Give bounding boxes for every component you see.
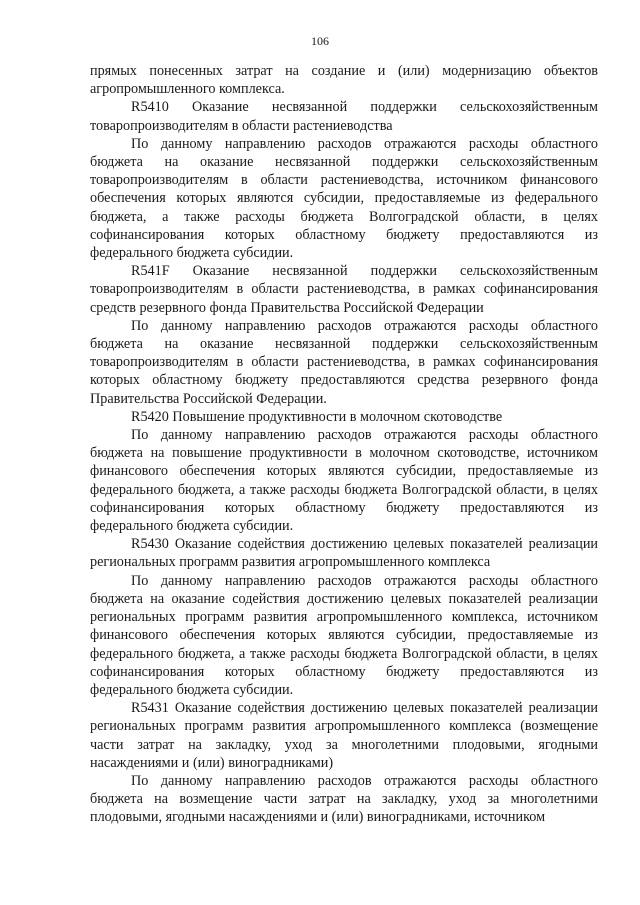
paragraph-r5430-description: По данному направлению расходов отражаются расходы областного бюджета на оказание содействия достижению целевых показателей реализации региональных программ развития агропромышленного комплекса, источником финансового обеспечения которых являются субсидии, предоставляемые из федерального бюджета, а также расходы бюджета Волгоградской области, в целях софинансирования которых областному бюджету предоставляются из федерального бюджета субсидии. <box>90 572 598 698</box>
paragraph-r5420-description: По данному направлению расходов отражаются расходы областного бюджета на повышение продуктивности в молочном скотоводстве, источником финансового обеспечения которых являются субсидии, предоставляемые из федерального бюджета, а также расходы бюджета Волгоградской области, в целях софинансирования которых областному бюджету предоставляются из федерального бюджета субсидии. <box>90 427 598 535</box>
document-body <box>90 62 598 827</box>
expense-code-heading-r5420: R5420 Повышение продуктивности в молочном скотоводстве <box>131 408 503 425</box>
page-number: 106 <box>311 34 329 48</box>
paragraph-r5410-description: По данному направлению расходов отражаются расходы областного бюджета на оказание несвязанной поддержки сельскохозяйственным товаропроизводителям в области растениеводства, источником финансового обеспечения которых являются субсидии, предоставляемые из федерального бюджета, а также расходы бюджета Волгоградской области, в целях софинансирования которых областному бюджету предоставляются из федерального бюджета субсидии. <box>90 135 598 262</box>
expense-code-heading-r5410: R5410 Оказание несвязанной поддержки сельскохозяйственным товаропроизводителям в области растениеводства <box>90 99 598 134</box>
paragraph-r541f-description: По данному направлению расходов отражаются расходы областного бюджета на оказание несвязанной поддержки сельскохозяйственным товаропроизводителям в области растениеводства, в рамках софинансирования которых областному бюджету предоставляются средства резервного фонда Правительства Российской Федерации. <box>90 317 598 407</box>
expense-code-heading-r5430: R5430 Оказание содействия достижению целевых показателей реализации региональных программ развития агропромышленного комплекса <box>90 536 598 571</box>
expense-code-heading-r5431: R5431 Оказание содействия достижению целевых показателей реализации региональных программ развития агропромышленного комплекса (возмещение части затрат на закладку, уход за многолетними плодовыми, ягодными насаждениями и (или) виноградниками) <box>90 700 598 771</box>
expense-code-heading-r541f: R541F Оказание несвязанной поддержки сельскохозяйственным товаропроизводителям в области растениеводства, в рамках софинансирования средств резервного фонда Правительства Российской Федерации <box>90 263 598 316</box>
paragraph-r5431-description: По данному направлению расходов отражаются расходы областного бюджета на возмещение части затрат на закладку, уход за многолетними плодовыми, ягодными насаждениями и (или) виноградниками, источником <box>90 772 598 826</box>
paragraph-continuation: прямых понесенных затрат на создание и (или) модернизацию объектов агропромышленного комплекса. <box>90 63 598 98</box>
